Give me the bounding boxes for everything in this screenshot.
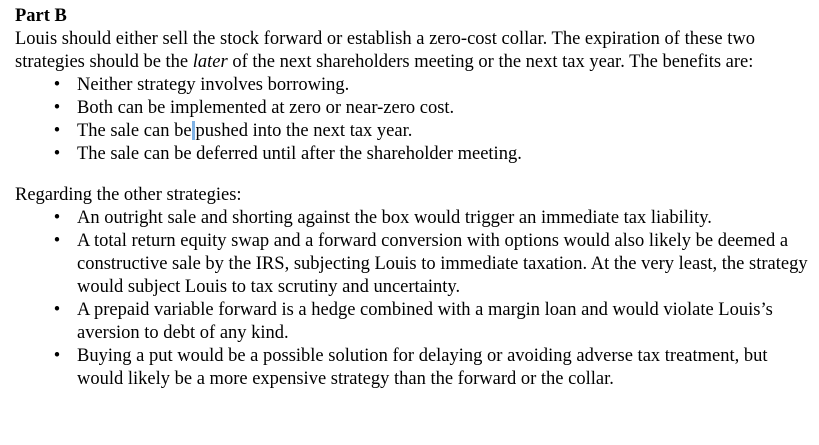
- bullet-icon: •: [53, 346, 61, 366]
- benefit-text-start: The sale can be: [77, 121, 192, 141]
- benefit-item: [15, 143, 810, 166]
- benefit-item: [15, 120, 810, 143]
- strategy-item: [15, 299, 810, 345]
- text-cursor-icon: [192, 121, 195, 140]
- benefit-text[interactable]: [77, 121, 412, 141]
- bullet-icon: •: [53, 75, 61, 95]
- bullet-icon: •: [53, 121, 61, 141]
- other-strategies-list: [15, 207, 810, 391]
- benefit-text: The sale can be deferred until after the shareholder meeting.: [77, 144, 522, 164]
- other-strategies-intro: Regarding the other strategies:: [15, 185, 242, 205]
- bullet-icon: •: [53, 144, 61, 164]
- intro-emphasis: later: [192, 52, 228, 72]
- bullet-icon: •: [53, 300, 61, 320]
- intro-paragraph: [15, 28, 810, 74]
- bullet-icon: •: [53, 208, 61, 228]
- benefit-text-end: pushed into the next tax year.: [195, 121, 413, 141]
- strategy-text: An outright sale and shorting against the box would trigger an immediate tax liability.: [77, 208, 712, 228]
- benefit-item: [15, 74, 810, 97]
- paragraph-spacer: [15, 166, 810, 184]
- bullet-icon: •: [53, 231, 61, 251]
- strategy-text: Buying a put would be a possible solution for delaying or avoiding adverse tax treatment, but would likely be a more expensive strategy than the forward or the collar.: [77, 346, 768, 389]
- strategy-text: A total return equity swap and a forward conversion with options would also likely be deemed a constructive sale by the IRS, subjecting Louis to immediate taxation. At the very least, the strategy would subject Louis to tax scrutiny and uncertainty.: [77, 231, 808, 297]
- document-body: [15, 5, 810, 391]
- benefit-text: Neither strategy involves borrowing.: [77, 75, 350, 95]
- strategy-item: [15, 230, 810, 299]
- benefits-list: [15, 74, 810, 166]
- bullet-icon: •: [53, 98, 61, 118]
- strategy-item: [15, 207, 810, 230]
- intro-text-end: of the next shareholders meeting or the next tax year. The benefits are:: [227, 52, 754, 72]
- strategy-item: [15, 345, 810, 391]
- strategy-text: A prepaid variable forward is a hedge combined with a margin loan and would violate Louis’s aversion to debt of any kind.: [77, 300, 773, 343]
- benefit-item: [15, 97, 810, 120]
- intro-text-start: Louis should either sell the stock forward or establish a zero-cost collar. The expiration of these two strategies should be the: [15, 29, 755, 72]
- section-heading: Part B: [15, 6, 67, 26]
- benefit-text: Both can be implemented at zero or near-zero cost.: [77, 98, 455, 118]
